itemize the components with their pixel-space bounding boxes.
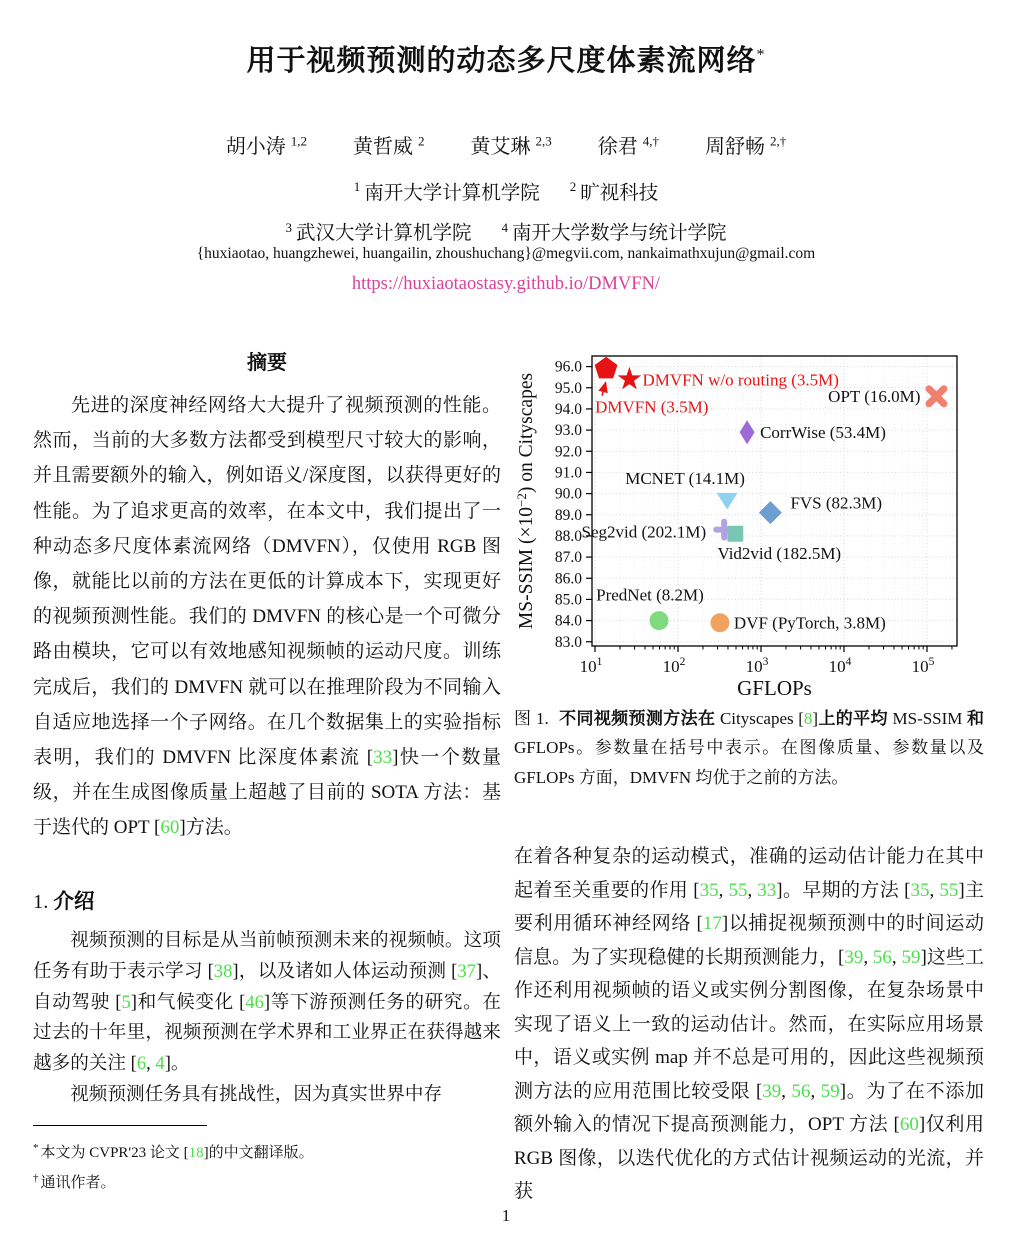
citation-link[interactable]: 8 (803, 709, 813, 728)
x-tick-label: $10^5$ (911, 656, 935, 676)
page-number: 1 (501, 1206, 511, 1225)
chart-point-seg2vid (581, 522, 732, 542)
y-tick-label: 86.0 (554, 570, 582, 588)
intro-paragraph-2: 视频预测任务具有挑战性，因为真实世界中存 (70, 1084, 443, 1105)
figure-1-scatter-chart (514, 348, 984, 700)
caption-segment: 不同视频预测方法在 (558, 709, 720, 728)
footnote: * 本文为 CVPR'23 论文 [18]的中文翻译版。 (33, 1142, 314, 1161)
y-tick-label: 95.0 (554, 379, 582, 397)
x-tick-label: $10^3$ (745, 656, 769, 676)
section-heading-intro (33, 884, 95, 914)
citation-link[interactable]: 33 (757, 879, 777, 901)
x-tick-label: $10^1$ (579, 656, 603, 676)
citation-link[interactable]: 60 (160, 817, 180, 839)
chart-ylabel: MS-SSIM $(\times 10^{-2})$ on Cityscapes (514, 372, 537, 630)
chart-point-dmvfn-wo-routing (618, 367, 839, 390)
chart-annotation-label: DMVFN (3.5M) (595, 397, 709, 417)
y-tick-label: 84.0 (554, 612, 582, 630)
section-number: 1. (33, 891, 49, 913)
citation-link[interactable]: 46 (245, 991, 264, 1013)
y-tick-label: 91.0 (554, 464, 582, 482)
citation-link[interactable]: 17 (702, 913, 722, 934)
citation-link[interactable]: 60 (899, 1114, 919, 1135)
caption-segment: GFLOPs。 (514, 738, 595, 758)
chart-point-label: Vid2vid (182.5M) (717, 543, 842, 563)
citation-link[interactable]: 18 (188, 1145, 204, 1161)
chart-point-corrwise (740, 420, 886, 444)
affiliation-list (0, 170, 1012, 251)
y-tick-label: 92.0 (554, 443, 582, 461)
y-tick-label: 89.0 (554, 506, 582, 524)
citation-link[interactable]: 39 (844, 946, 864, 968)
abstract-paragraph: 先进的深度神经网络大大提升了视频预测的性能。然而，当前的大多数方法都受到模型尺寸较大的影响，并且需要额外的输入，例如语义/深度图，以获得更好的性能。为了追求更高的效率，在本文中，我们提出了一种动态多尺度体素流网络（DMVFN），仅使用 RGB 图像，就能比以前的方法在更低的计算成本下，实现更好的视频预测性能。我们的 DMVFN 的核心是一个可微分路由模块，它可以有效地感知视频帧的运动尺度。训练完成后，我们的 DMVFN 就可以在推理阶段为不同输入自适应地选择一个子网络。在几个数据集上的实验指标表明，我们的 DMVFN 比深度体素流 [33]快一个数量级，并在生成图像质量上超越了目前的 SOTA 方法：基于迭代的 OPT [60]方法。 (33, 395, 502, 839)
y-tick-label: 93.0 (554, 422, 582, 440)
paper-title (0, 38, 1012, 79)
author-胡小涛: 胡小涛 $^{1,2}$ (225, 133, 307, 158)
project-url-link[interactable]: https://huxiaotaostasy.github.io/DMVFN/ (351, 274, 661, 294)
caption-segment: Cityscapes [8] (719, 709, 819, 728)
affiliation-item: $^2$ 旷视科技 (569, 179, 659, 204)
chart-point-opt (828, 387, 944, 406)
footnote-list (33, 1136, 501, 1196)
figure-1-caption (514, 704, 984, 792)
figure-caption-text (514, 709, 984, 787)
y-tick-label: 90.0 (554, 485, 582, 503)
author-周舒畅: 周舒畅 $^{2,\dagger}$ (705, 133, 787, 158)
citation-link[interactable]: 56 (791, 1080, 811, 1102)
citation-link[interactable]: 38 (213, 960, 233, 982)
citation-link[interactable]: 6 (136, 1053, 147, 1075)
title-footnote-mark: * (756, 46, 766, 64)
affiliation-item: $^3$ 武汉大学计算机学院 (285, 219, 472, 244)
author-黄艾琳: 黄艾琳 $^{2,3}$ (470, 133, 552, 158)
author-list (0, 130, 1012, 159)
chart-point-label: Seg2vid (202.1M) (581, 522, 707, 542)
contact-emails: {huxiaotao, huangzhewei, huangailin, zhoushuchang}@megvii.com, nankaimathxujun@gmail.com (196, 245, 816, 262)
y-tick-label: 96.0 (554, 358, 582, 376)
chart-point-mcnet (625, 469, 745, 509)
citation-link[interactable]: 39 (762, 1080, 782, 1102)
author-黄哲威: 黄哲威 $^2$ (353, 133, 425, 158)
footnote: † 通讯作者。 (33, 1172, 116, 1191)
y-tick-label: 83.0 (554, 633, 582, 651)
affiliation-item: $^4$ 南开大学数学与统计学院 (501, 219, 727, 244)
affiliation-row (0, 170, 1012, 211)
abstract-heading: 摘要 (247, 352, 287, 374)
citation-link[interactable]: 35 (910, 879, 930, 901)
intro-paragraph-continued: 在着各种复杂的运动模式，准确的运动估计能力在其中起着至关重要的作用 [35, 55, 33]。早期的方法 [35, 55]主要利用循环神经网络 [17]以捕捉视频预测中的时间运动信息。为了实现稳健的长期预测能力，[39, 56, 59]这些工作还利用视频帧的语义或实例分割图像，在复杂场景中实现了语义上一致的运动估计。然而，在实际应用场景中，语义或实例 map 并不总是可用的，因此这些视频预测方法的应用范围比较受限 [39, 56, 59]。为了在不添加额外输入的情况下提高预测能力，OPT 方法 [60]仅利用 RGB 图像，以迭代优化的方式估计视频运动的光流，并获 (514, 846, 985, 1202)
chart-point-prednet (596, 586, 704, 631)
citation-link[interactable]: 56 (872, 946, 892, 968)
footnote-divider (33, 1125, 207, 1126)
y-tick-label: 85.0 (554, 591, 582, 609)
citation-link[interactable]: 55 (728, 879, 748, 901)
citation-link[interactable]: 35 (699, 879, 719, 901)
figure-caption-label: 图 1. (514, 709, 549, 728)
citation-link[interactable]: 59 (901, 946, 921, 968)
chart-point-dvf (710, 613, 885, 633)
paper-title-text: 用于视频预测的动态多尺度体素流网络 (246, 45, 757, 77)
chart-point-label: CorrWise (53.4M) (760, 423, 886, 443)
chart-point-label: PredNet (8.2M) (596, 585, 704, 605)
chart-point-label: MCNET (14.1M) (625, 468, 745, 488)
chart-point-label: DVF (PyTorch, 3.8M) (733, 613, 886, 633)
chart-xlabel: GFLOPs (737, 676, 812, 700)
caption-segment: 和 (967, 709, 985, 728)
chart-point-label: DMVFN w/o routing (3.5M) (642, 370, 839, 390)
citation-link[interactable]: 59 (820, 1080, 840, 1102)
y-tick-label: 94.0 (554, 400, 582, 418)
chart-point-label: FVS (82.3M) (790, 493, 883, 513)
caption-segment: 参数量在括号中表示。在图像质量、参数量以及 GFLOPs 方面，DMVFN 均优于之前的方法。 (514, 738, 985, 787)
citation-link[interactable]: 37 (457, 960, 476, 982)
author-徐君: 徐君 $^{4,\dagger}$ (597, 133, 659, 158)
citation-link[interactable]: 55 (939, 879, 959, 901)
caption-segment: MS-SSIM (892, 709, 968, 728)
y-tick-label: 88.0 (554, 527, 582, 545)
x-tick-label: $10^2$ (662, 656, 686, 676)
y-tick-label: 87.0 (554, 549, 582, 567)
affiliation-item: $^1$ 南开大学计算机学院 (353, 179, 540, 204)
chart-point-fvs (759, 494, 882, 524)
section-title: 介绍 (53, 891, 95, 913)
citation-link[interactable]: 33 (373, 747, 393, 769)
intro-paragraph-1: 视频预测的目标是从当前帧预测未来的视频帧。这项任务有助于表示学习 [38]，以及诸如人体运动预测 [37]、自动驾驶 [5]和气候变化 [46]等下游预测任务的研究。在过去的十年里，视频预测在学术界和工业界正在获得越来越多的关注 [6, 4]。 (33, 930, 501, 1075)
caption-segment: 上的平均 (818, 709, 893, 728)
x-tick-label: $10^4$ (828, 656, 852, 676)
citation-link[interactable]: 4 (155, 1053, 165, 1075)
citation-link[interactable]: 5 (121, 991, 131, 1013)
chart-point-vid2vid (717, 526, 841, 563)
chart-point-label: OPT (16.0M) (828, 387, 921, 407)
